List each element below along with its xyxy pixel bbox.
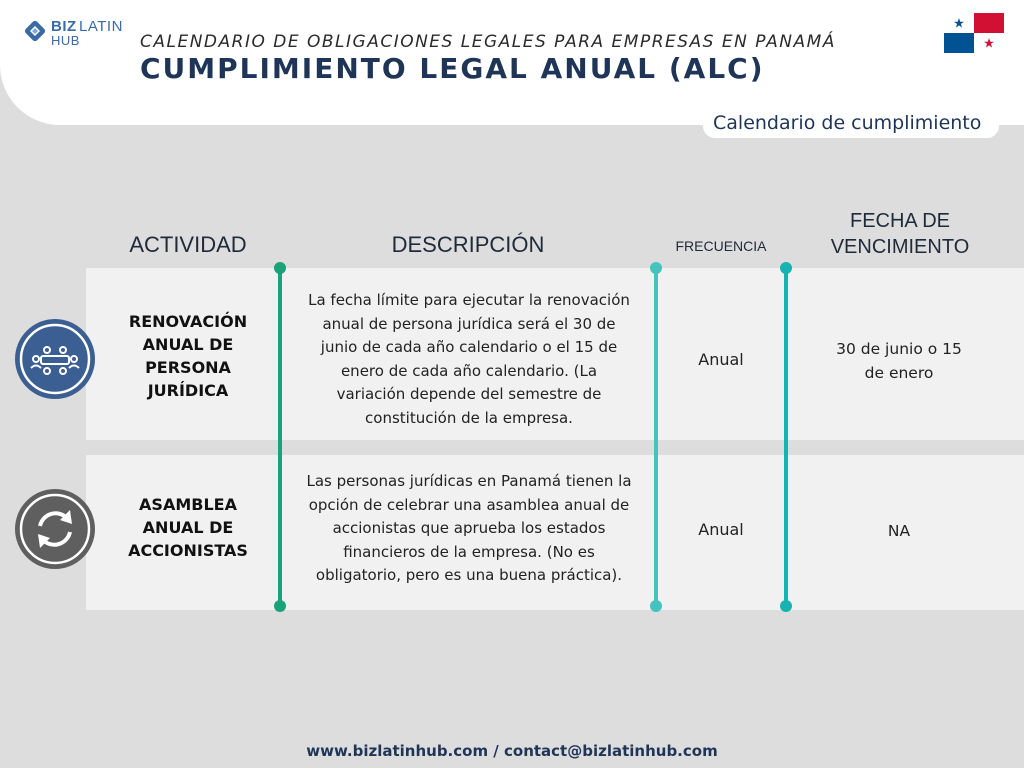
column-header-description: DESCRIPCIÓN bbox=[391, 232, 545, 257]
description-line: junio de cada año calendario o el 15 de bbox=[320, 338, 618, 356]
separator-line-green bbox=[278, 268, 282, 606]
panama-flag-icon bbox=[944, 13, 1004, 53]
logo-mark-icon bbox=[24, 20, 46, 42]
recycle-arrows-icon bbox=[14, 488, 96, 570]
due-date-cell bbox=[812, 337, 986, 385]
activity-cell bbox=[118, 310, 258, 402]
separator-dot bbox=[274, 262, 286, 274]
description-line: La fecha límite para ejecutar la renovación bbox=[308, 291, 630, 309]
column-header-due-date bbox=[820, 208, 980, 260]
separator-dot bbox=[780, 262, 792, 274]
activity-line: ANUAL DE bbox=[142, 518, 234, 537]
activity-cell bbox=[118, 493, 258, 562]
logo-text-latin: LATIN bbox=[79, 18, 123, 35]
compliance-calendar-tag: Calendario de cumplimiento bbox=[703, 108, 999, 138]
description-line: obligatorio, pero es una buena práctica). bbox=[315, 566, 623, 584]
description-cell bbox=[296, 470, 642, 588]
meeting-icon bbox=[14, 318, 96, 400]
description-line: accionistas que aprueba los estados bbox=[332, 519, 606, 537]
page-title: CUMPLIMIENTO LEGAL ANUAL (ALC) bbox=[140, 52, 765, 85]
description-cell bbox=[296, 289, 642, 430]
logo-text-biz: BIZ bbox=[51, 18, 77, 35]
due-date-line: de enero bbox=[864, 364, 934, 382]
description-line: enero de cada año calendario. (La bbox=[340, 361, 598, 380]
frequency-cell: Anual bbox=[698, 350, 744, 369]
footer-contact-links[interactable]: www.bizlatinhub.com / contact@bizlatinhub.com bbox=[306, 742, 718, 760]
due-date-line: NA bbox=[887, 522, 911, 540]
due-date-cell bbox=[812, 519, 986, 543]
description-line: variación depende del semestre de bbox=[336, 385, 602, 403]
activity-line: ACCIONISTAS bbox=[128, 541, 248, 560]
description-line: constitución de la empresa. bbox=[365, 408, 573, 427]
separator-dot bbox=[780, 600, 792, 612]
description-line: financieros de la empresa. (No es bbox=[343, 542, 595, 561]
activity-line: ANUAL DE bbox=[142, 335, 234, 354]
logo-text-hub: HUB bbox=[51, 33, 80, 48]
bizlatinhub-logo[interactable] bbox=[24, 16, 124, 50]
page-subtitle: CALENDARIO DE OBLIGACIONES LEGALES PARA EMPRESAS EN PANAMÁ bbox=[140, 32, 836, 52]
separator-dot bbox=[274, 600, 286, 612]
activity-line: RENOVACIÓN bbox=[128, 312, 248, 331]
frequency-cell: Anual bbox=[698, 520, 744, 539]
due-date-line: 30 de junio o 15 bbox=[836, 340, 962, 358]
column-header-frequency: FRECUENCIA bbox=[675, 238, 767, 254]
separator-line-cyan bbox=[784, 268, 788, 606]
due-header-line: VENCIMIENTO bbox=[830, 236, 970, 258]
separator-line-teal bbox=[654, 268, 658, 606]
activity-line: JURÍDICA bbox=[147, 381, 229, 400]
separator-dot bbox=[650, 262, 662, 274]
description-line: opción de celebrar una asamblea anual de bbox=[308, 495, 630, 514]
column-header-activity: ACTIVIDAD bbox=[129, 232, 247, 257]
header-band bbox=[0, 0, 1024, 125]
due-header-line: FECHA DE bbox=[849, 210, 951, 232]
description-line: Las personas jurídicas en Panamá tienen la bbox=[306, 472, 632, 490]
description-line: anual de persona jurídica será el 30 de bbox=[322, 314, 616, 333]
activity-line: ASAMBLEA bbox=[139, 495, 237, 514]
activity-line: PERSONA bbox=[145, 358, 231, 377]
separator-dot bbox=[650, 600, 662, 612]
